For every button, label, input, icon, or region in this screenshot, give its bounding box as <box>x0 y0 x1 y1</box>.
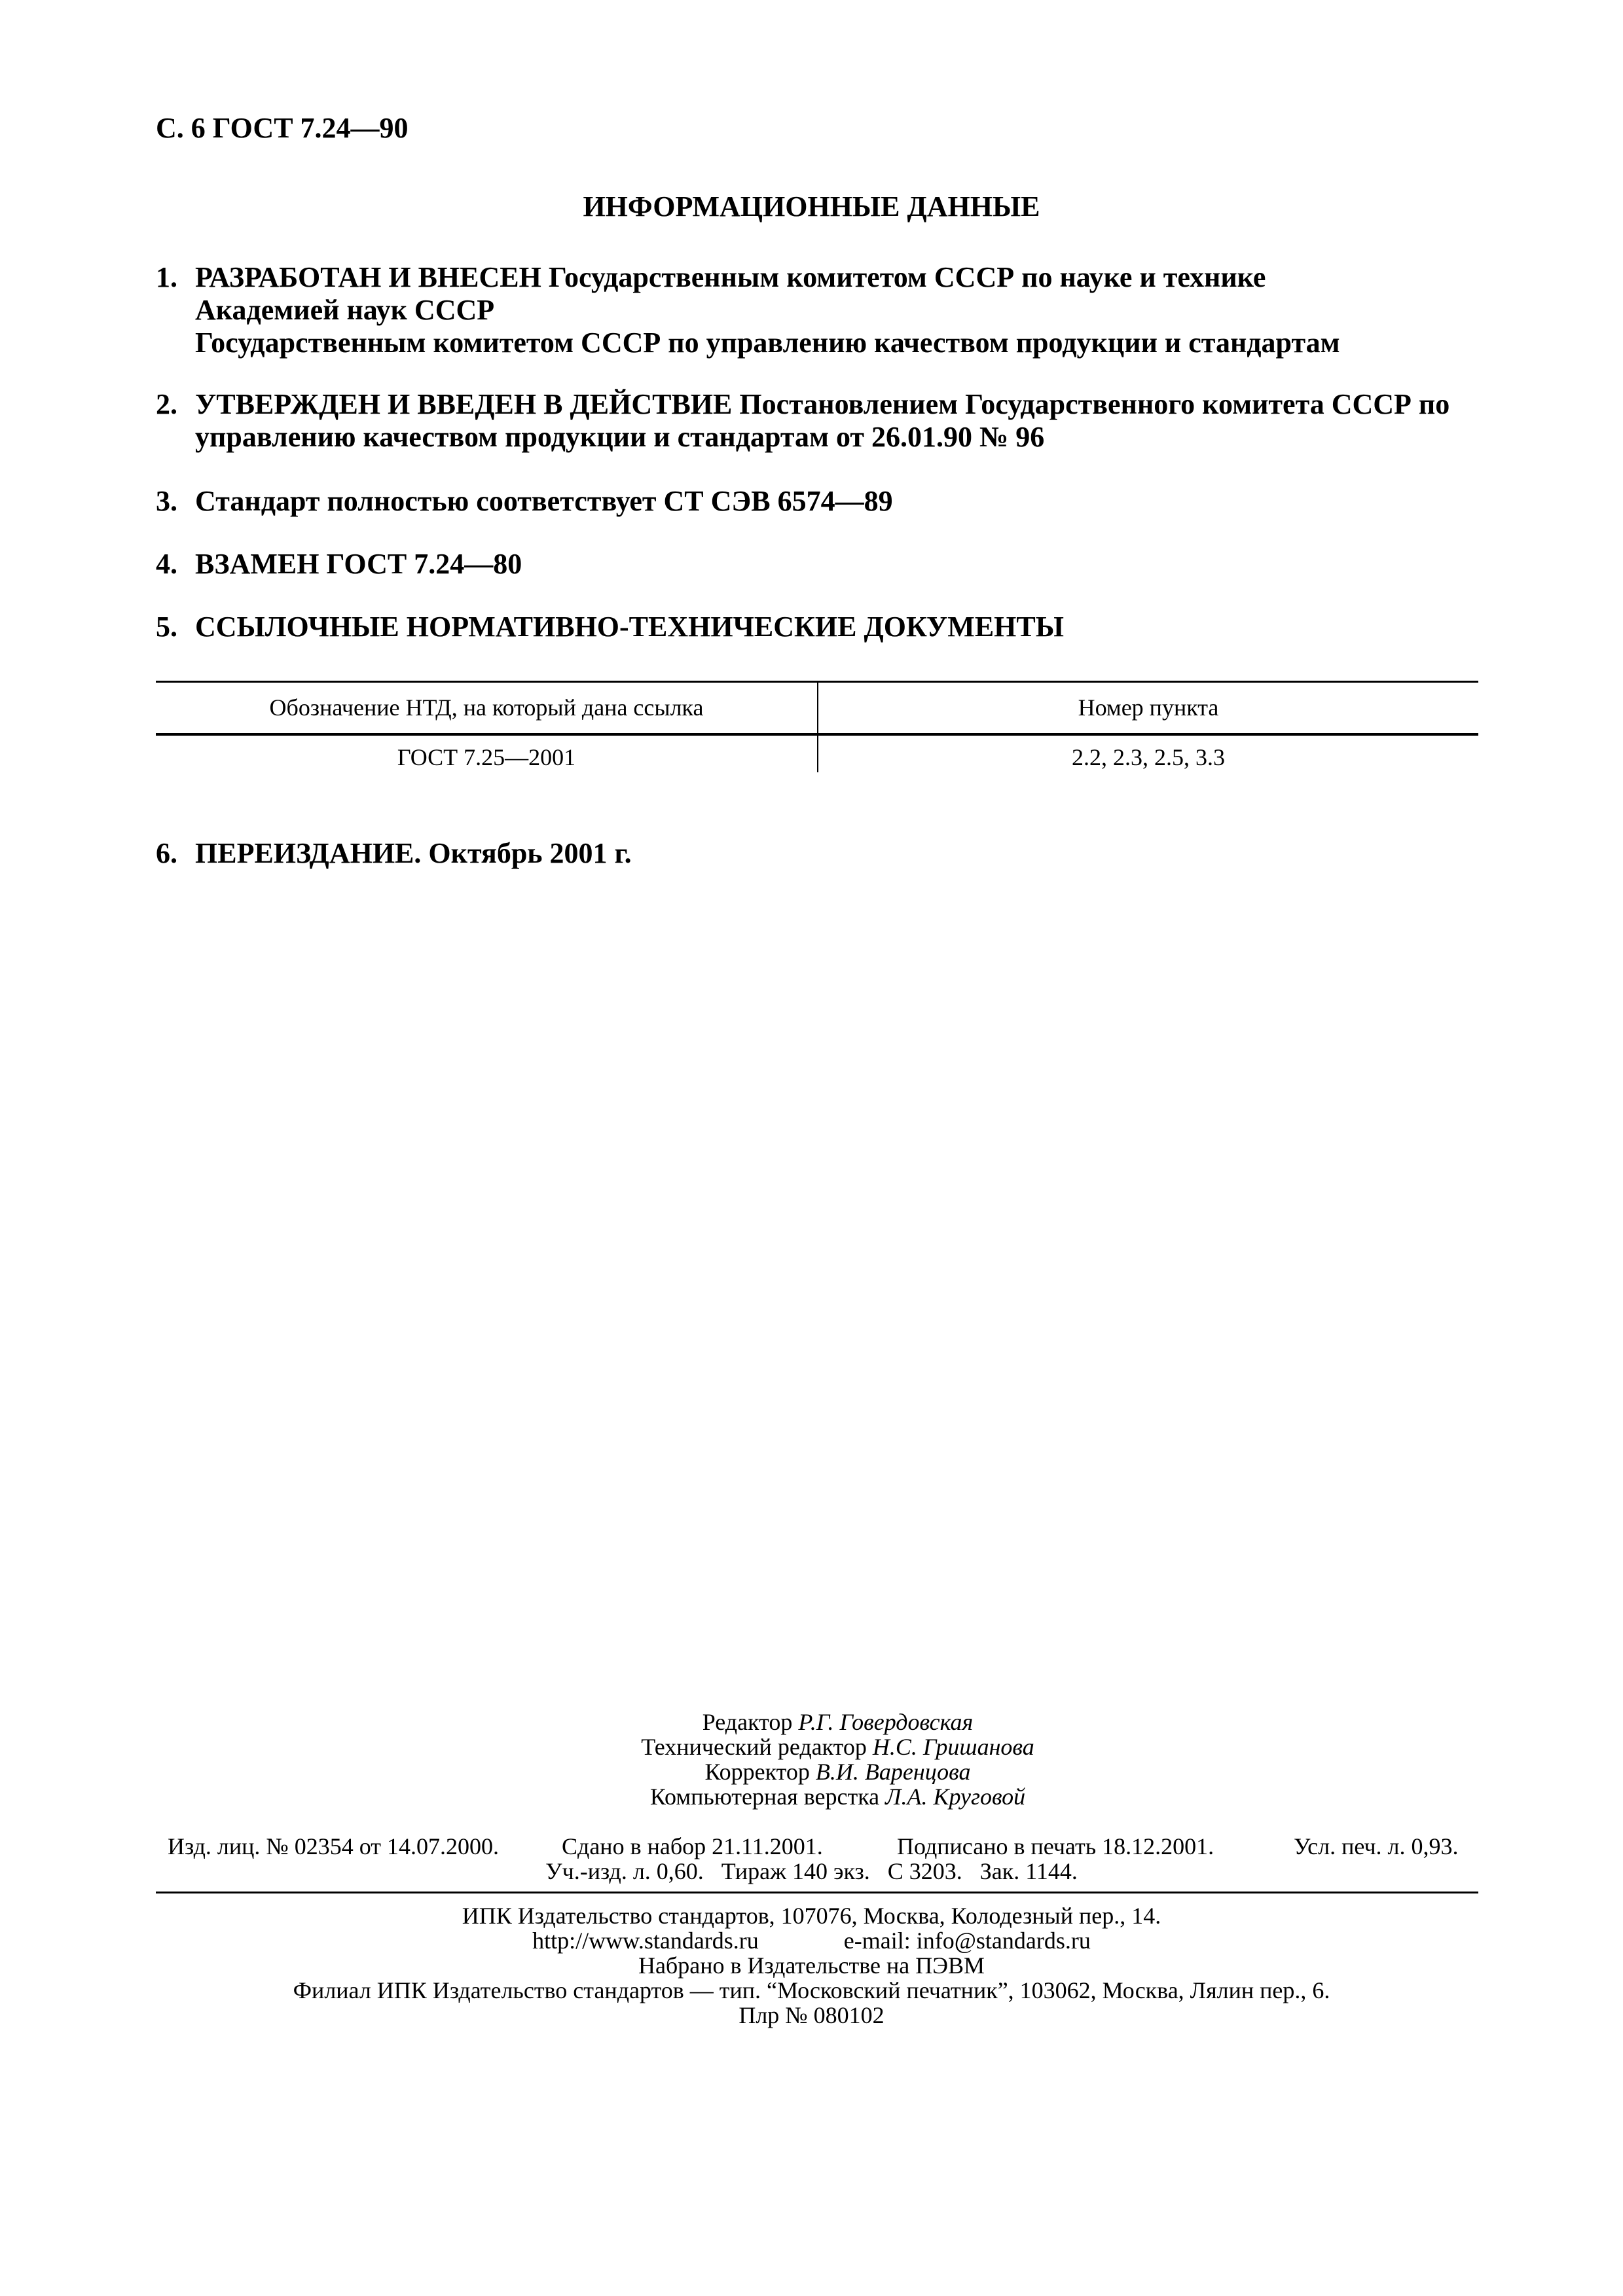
imprint-details: Уч.-изд. л. 0,60. Тираж 140 экз. С 3203. Зак. 1144. <box>545 1858 1078 1884</box>
credit-name: Р.Г. Говердовская <box>798 1709 974 1735</box>
item-text: ПЕРЕИЗДАНИЕ. Октябрь 2001 г. <box>195 837 632 869</box>
table-header-clause: Номер пункта <box>1078 694 1219 721</box>
item-2 <box>156 389 1450 420</box>
item-5 <box>156 611 1064 643</box>
imprint-license: Изд. лиц. № 02354 от 14.07.2000. <box>168 1833 499 1859</box>
section-title: ИНФОРМАЦИОННЫЕ ДАННЫЕ <box>583 190 1040 223</box>
publisher-branch: Филиал ИПК Издательство стандартов — тип. “Московский печатник”, 103062, Москва, Лялин пер., 6. <box>293 1977 1330 2003</box>
item-number: 3. <box>156 485 177 517</box>
page-header: С. 6 ГОСТ 7.24—90 <box>156 112 409 144</box>
table-header-designation: Обозначение НТД, на который дана ссылка <box>269 694 704 721</box>
item-text: Государственным комитетом СССР по науке и технике <box>548 261 1266 293</box>
item-number: 5. <box>156 611 177 643</box>
item-4 <box>156 548 522 580</box>
item-lead: РАЗРАБОТАН И ВНЕСЕН <box>195 261 541 293</box>
publisher-license: Плр № 080102 <box>739 2002 884 2028</box>
credit-name: Н.С. Гришанова <box>872 1734 1034 1760</box>
publisher-contacts <box>0 1927 1623 1954</box>
item-1 <box>156 262 1266 293</box>
item-text: Постановлением Государственного комитета СССР по <box>739 388 1450 420</box>
publisher-typeset: Набрано в Издательстве на ПЭВМ <box>638 1952 985 1979</box>
publisher-address: ИПК Издательство стандартов, 107076, Москва, Колодезный пер., 14. <box>462 1903 1161 1929</box>
item-lead: УТВЕРЖДЕН И ВВЕДЕН В ДЕЙСТВИЕ <box>195 388 733 420</box>
table-cell-clause: 2.2, 2.3, 2.5, 3.3 <box>1072 744 1225 770</box>
item-6 <box>156 838 632 869</box>
publisher-url: http://www.standards.ru <box>532 1928 759 1954</box>
item-number: 6. <box>156 837 177 869</box>
credit-name: В.И. Варенцова <box>815 1759 971 1785</box>
imprint-signed: Подписано в печать 18.12.2001. <box>897 1833 1214 1859</box>
credit-role: Компьютерная верстка <box>649 1784 880 1810</box>
credit-layout <box>0 1783 1623 1810</box>
imprint-rule <box>156 1892 1478 1893</box>
credit-role: Корректор <box>704 1759 810 1785</box>
publisher-email: e-mail: info@standards.ru <box>843 1928 1091 1954</box>
table-cell-designation: ГОСТ 7.25—2001 <box>397 744 576 770</box>
item-2-line-2: управлению качеством продукции и стандартам от 26.01.90 № 96 <box>195 421 1045 453</box>
credit-tech-editor <box>0 1733 1623 1761</box>
imprint-submitted: Сдано в набор 21.11.2001. <box>562 1833 823 1859</box>
item-text: Стандарт полностью соответствует СТ СЭВ 6574—89 <box>195 485 893 517</box>
item-1-line-3: Государственным комитетом СССР по управлению качеством продукции и стандартам <box>195 327 1340 359</box>
credit-editor <box>0 1708 1623 1736</box>
item-text: ВЗАМЕН ГОСТ 7.24—80 <box>195 548 522 580</box>
credit-role: Технический редактор <box>641 1734 867 1760</box>
item-1-line-2: Академией наук СССР <box>195 294 495 326</box>
item-number: 2. <box>156 388 177 420</box>
credit-role: Редактор <box>702 1709 793 1735</box>
imprint-sheets: Усл. печ. л. 0,93. <box>1294 1833 1459 1859</box>
credit-name: Л.А. Круговой <box>885 1784 1026 1810</box>
item-number: 1. <box>156 261 177 293</box>
credit-corrector <box>0 1758 1623 1785</box>
item-3 <box>156 486 893 517</box>
item-number: 4. <box>156 548 177 580</box>
item-text: ССЫЛОЧНЫЕ НОРМАТИВНО-ТЕХНИЧЕСКИЕ ДОКУМЕНТЫ <box>195 611 1064 643</box>
